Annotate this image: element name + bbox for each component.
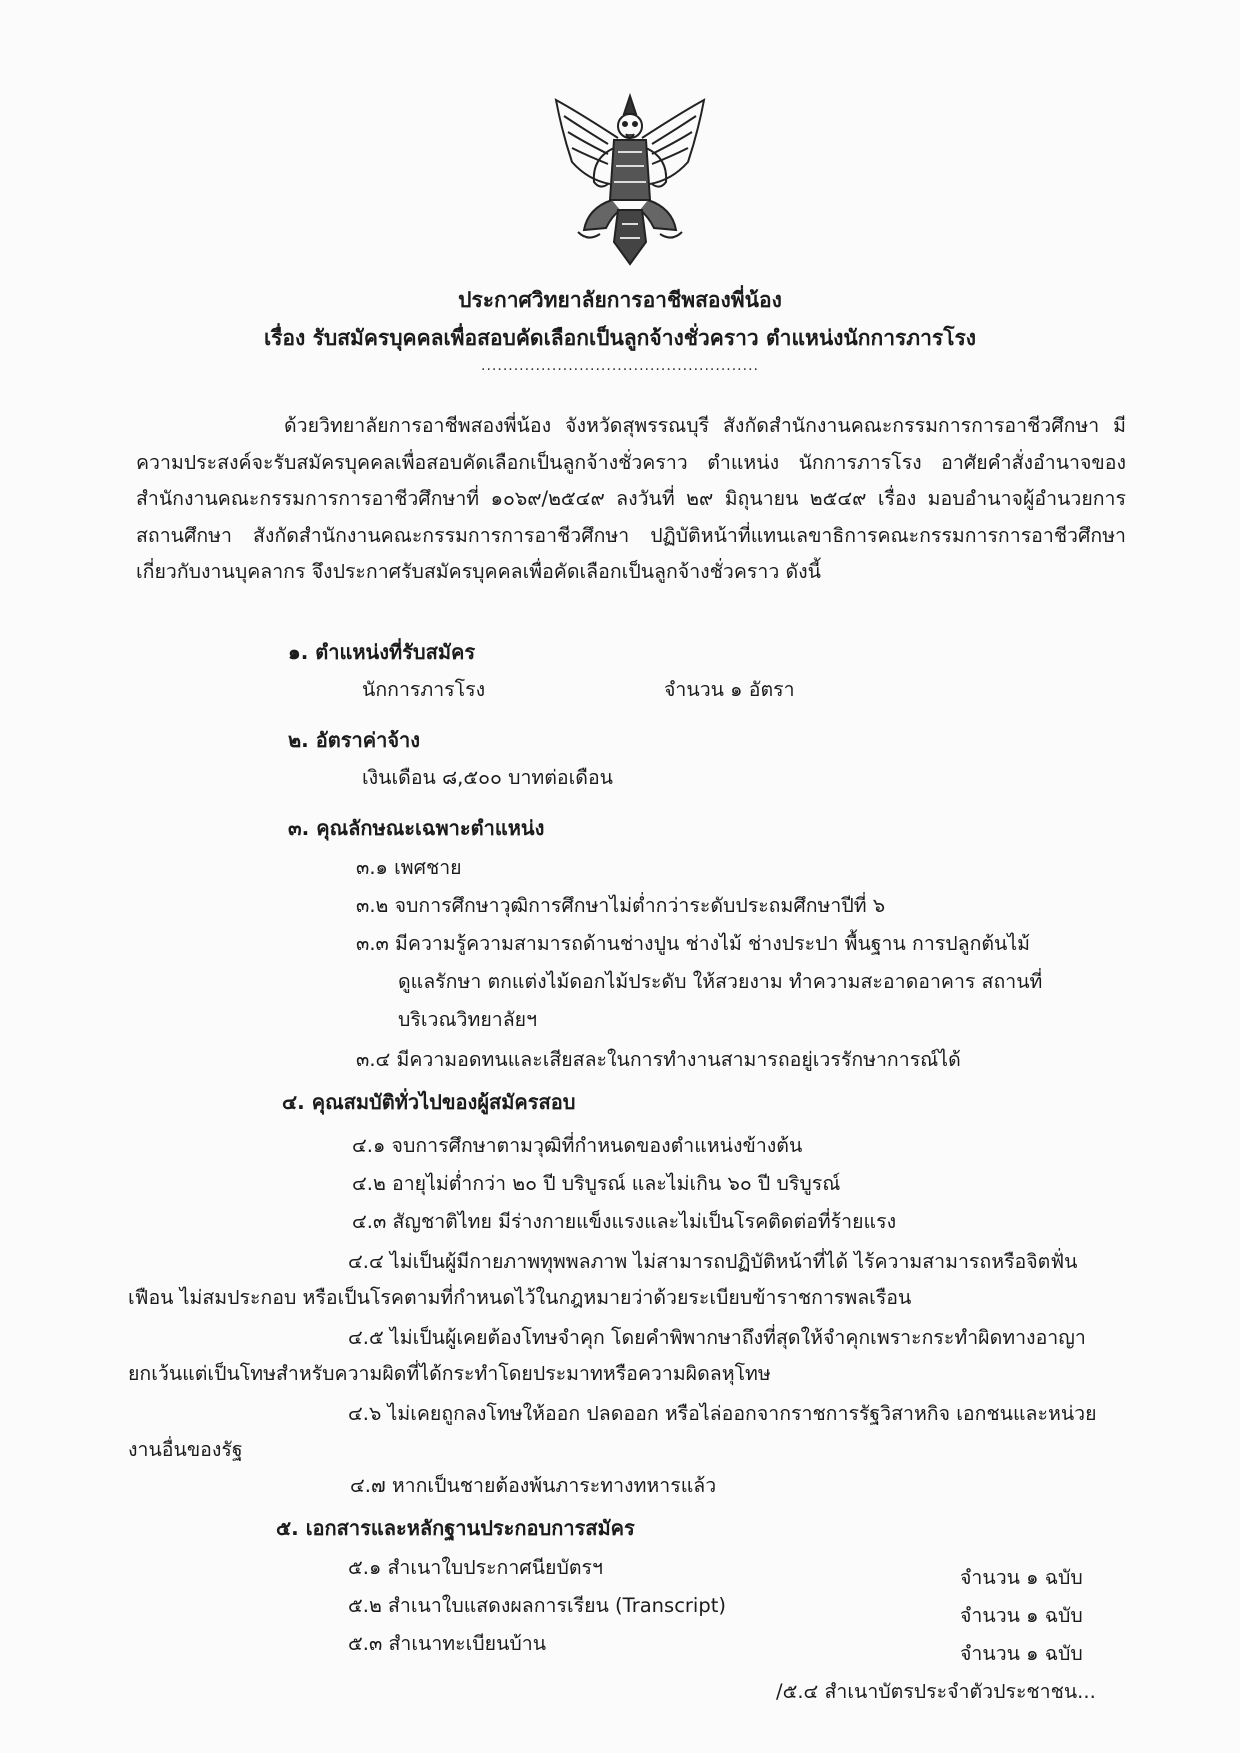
list-item: ๔.๑ จบการศึกษาตามวุฒิที่กำหนดของตำแหน่งข้างต้น (352, 1134, 803, 1157)
list-item: ๓.๒ จบการศึกษาวุฒิการศึกษาไม่ต่ำกว่าระดับประถมศึกษาปีที่ ๖ (356, 894, 886, 917)
salary-text: เงินเดือน ๘,๕๐๐ บาทต่อเดือน (362, 766, 614, 789)
list-item: ๓.๔ มีความอดทนและเสียสละในการทำงานสามารถอยู่เวรรักษาการณ์ได้ (356, 1048, 961, 1071)
list-item (128, 1320, 1118, 1392)
list-item (128, 1244, 1118, 1316)
section-2-heading: ๒. อัตราค่าจ้าง (288, 728, 421, 752)
intro-text: ด้วยวิทยาลัยการอาชีพสองพี่น้อง จังหวัดสุพรรณบุรี สังกัดสำนักงานคณะกรรมการการอาชีวศึกษา มีความประสงค์จะรับสมัครบุคคลเพื่อสอบคัดเลือกเป็นลูกจ้างชั่วคราว ตำแหน่ง นักการภารโรง อาศัยคำสั่งอำนาจของสำนักงานคณะกรรมการการอาชีวศึกษาที่ ๑๐๖๙/๒๕๔๙ ลงวันที่ ๒๙ มิถุนายน ๒๕๔๙ เรื่อง มอบอำนาจผู้อำนวยการสถานศึกษา สังกัดสำนักงานคณะกรรมการการอาชีวศึกษา ปฏิบัติหน้าที่แทนเลขาธิการคณะกรรมการการอาชีวศึกษาเกี่ยวกับงานบุคลากร จึงประกาศรับสมัครบุคคลเพื่อคัดเลือกเป็นลูกจ้างชั่วคราว ดังนี้ (136, 414, 1126, 583)
continuation-note: /๕.๔ สำเนาบัตรประจำตัวประชาชน... (776, 1680, 1096, 1703)
list-item: ๔.๗ หากเป็นชายต้องพ้นภาระทางทหารแล้ว (350, 1474, 717, 1497)
list-item: ๕.๓ สำเนาทะเบียนบ้าน (348, 1632, 547, 1655)
title-separator: ................................................... (481, 358, 759, 374)
garuda-emblem-icon (548, 92, 712, 268)
list-item-text: ๔.๖ ไม่เคยถูกลงโทษให้ออก ปลดออก หรือไล่ออกจากราชการรัฐวิสาหกิจ เอกชนและหน่วยงานอื่นของรัฐ (128, 1402, 1097, 1461)
announcement-title: ประกาศวิทยาลัยการอาชีพสองพี่น้อง (458, 288, 782, 312)
position-count: จำนวน ๑ อัตรา (664, 678, 795, 701)
section-4-heading: ๔. คุณสมบัติทั่วไปของผู้สมัครสอบ (282, 1090, 576, 1114)
list-item: ๓.๓ มีความรู้ความสามารถด้านช่างปูน ช่างไม้ ช่างประปา พื้นฐาน การปลูกต้นไม้ (356, 932, 1031, 955)
list-item-text: ๔.๕ ไม่เป็นผู้เคยต้องโทษจำคุก โดยคำพิพากษาถึงที่สุดให้จำคุกเพราะกระทำผิดทางอาญายกเว้นแต่เป็นโทษสำหรับความผิดที่ได้กระทำโดยประมาทหรือความผิดลหุโทษ (128, 1326, 1086, 1385)
section-5-heading: ๕. เอกสารและหลักฐานประกอบการสมัคร (276, 1516, 635, 1540)
list-item: บริเวณวิทยาลัยฯ (398, 1008, 538, 1031)
list-item: ดูแลรักษา ตกแต่งไม้ดอกไม้ประดับ ให้สวยงาม ทำความสะอาดอาคาร สถานที่ (398, 970, 1043, 993)
section-1-heading: ๑. ตำแหน่งที่รับสมัคร (288, 640, 476, 664)
intro-paragraph (136, 408, 1126, 591)
position-name: นักการภารโรง (362, 678, 486, 701)
list-item: ๔.๒ อายุไม่ต่ำกว่า ๒๐ ปี บริบูรณ์ และไม่เกิน ๖๐ ปี บริบูรณ์ (352, 1172, 841, 1195)
list-item: ๕.๑ สำเนาใบประกาศนียบัตรฯ (348, 1556, 603, 1579)
list-item: ๔.๓ สัญชาติไทย มีร่างกายแข็งแรงและไม่เป็นโรคติดต่อที่ร้ายแรง (352, 1210, 897, 1233)
announcement-subject: เรื่อง รับสมัครบุคคลเพื่อสอบคัดเลือกเป็นลูกจ้างชั่วคราว ตำแหน่งนักการภารโรง (263, 326, 977, 350)
list-item (128, 1396, 1118, 1468)
section-3-heading: ๓. คุณลักษณะเฉพาะตำแหน่ง (288, 816, 545, 840)
copy-count: จำนวน ๑ ฉบับ (960, 1566, 1083, 1589)
list-item-text: ๔.๔ ไม่เป็นผู้มีกายภาพทุพพลภาพ ไม่สามารถปฏิบัติหน้าที่ได้ ไร้ความสามารถหรือจิตฟั่นเฟือน ไม่สมประกอบ หรือเป็นโรคตามที่กำหนดไว้ในกฎหมายว่าด้วยระเบียบข้าราชการพลเรือน (128, 1250, 1078, 1309)
list-item: ๓.๑ เพศชาย (356, 856, 462, 879)
copy-count: จำนวน ๑ ฉบับ (960, 1604, 1083, 1627)
copy-count: จำนวน ๑ ฉบับ (960, 1642, 1083, 1665)
list-item: ๕.๒ สำเนาใบแสดงผลการเรียน (Transcript) (348, 1594, 726, 1617)
